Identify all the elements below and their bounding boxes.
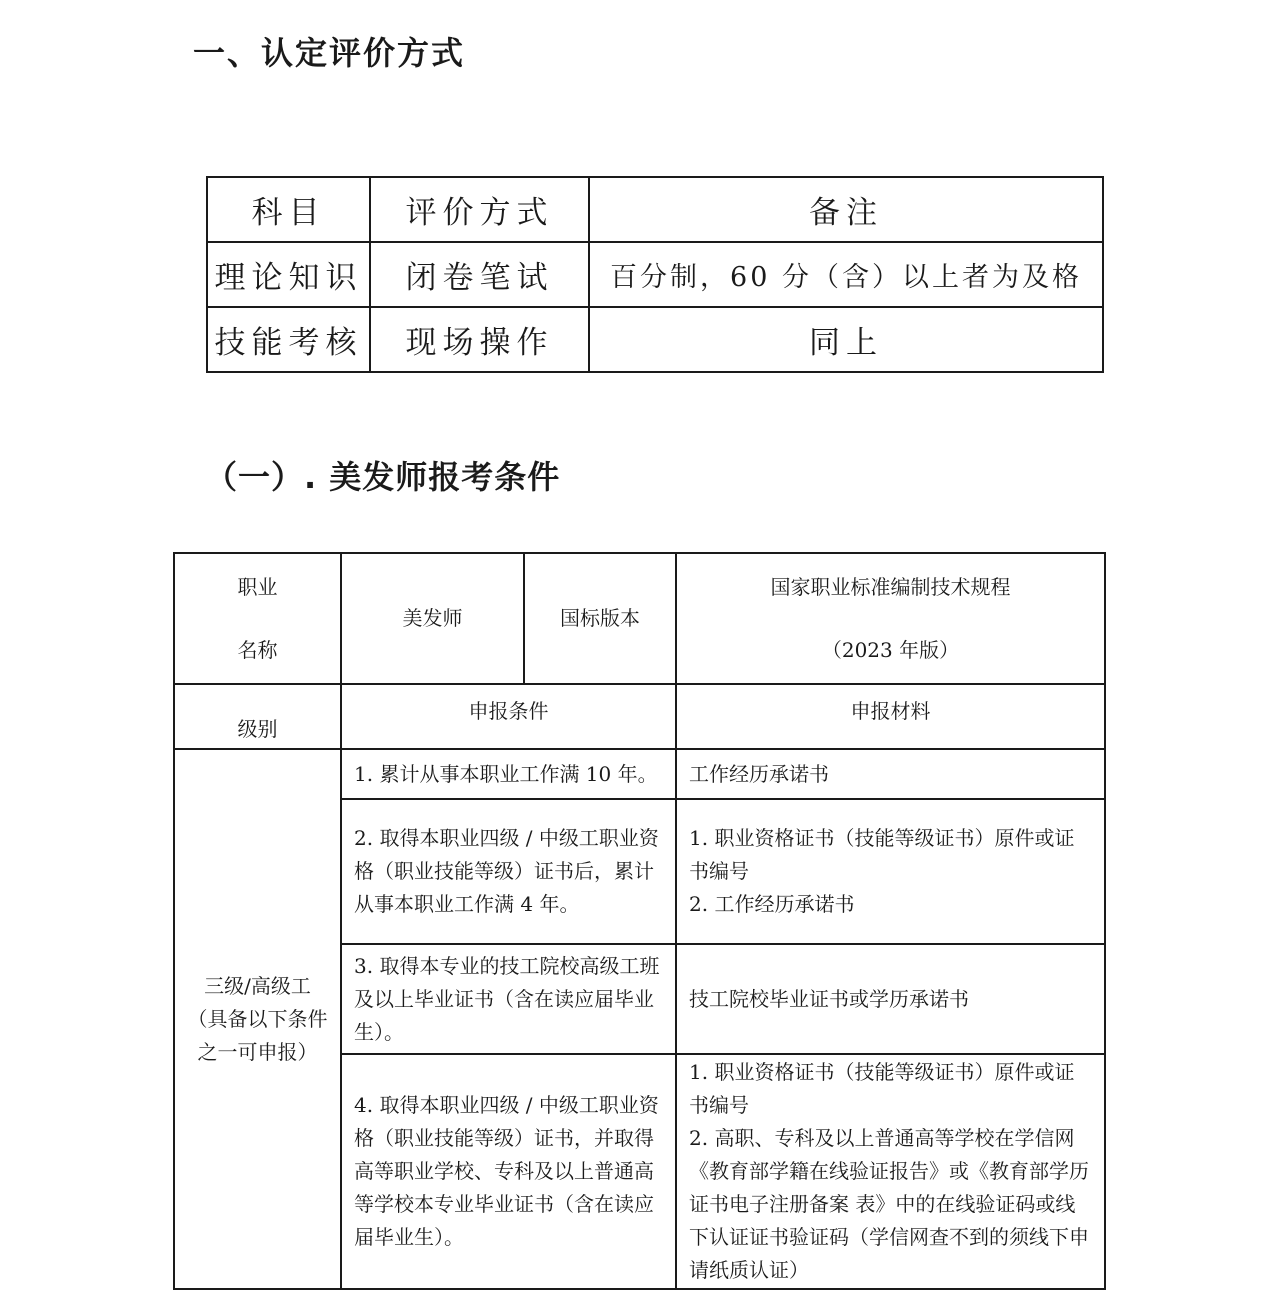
cell-subject: 理论知识 (207, 242, 370, 307)
profession-label-line1: 职业 (237, 574, 278, 599)
section-heading-evaluation: 一、认定评价方式 (193, 34, 466, 72)
header-method: 评价方式 (370, 177, 589, 242)
header-note: 备注 (589, 177, 1103, 242)
standard-year: （2023 年版） (821, 637, 960, 662)
material-item: 2. 工作经历承诺书 (689, 892, 855, 916)
materials-4 (676, 1054, 1105, 1289)
header-subject: 科目 (207, 177, 370, 242)
cell-method: 现场操作 (370, 307, 589, 372)
standard-name: 国家职业标准编制技术规程 (770, 574, 1011, 599)
material-item: 1. 职业资格证书（技能等级证书）原件或证书编号 (689, 826, 1075, 883)
evaluation-table (206, 176, 1104, 373)
material-item: 工作经历承诺书 (689, 761, 829, 786)
condition-1: 1. 累计从事本职业工作满 10 年。 (341, 749, 676, 799)
standard-cell (676, 553, 1105, 684)
condition-2: 2. 取得本职业四级 / 中级工职业资格（职业技能等级）证书后，累计从事本职业工作满 4 年。 (341, 799, 676, 944)
material-item: 技工院校毕业证书或学历承诺书 (689, 986, 969, 1011)
conditions-header: 申报条件 (341, 684, 676, 749)
profession-value: 美发师 (341, 553, 524, 684)
materials-2 (676, 799, 1105, 944)
profession-label-line2: 名称 (237, 637, 278, 662)
level-value: 三级/高级工（具备以下条件之一可申报） (174, 749, 341, 1289)
table-row (174, 749, 1105, 799)
profession-label-cell (174, 553, 341, 684)
cell-note: 百分制，60 分（含）以上者为及格 (589, 242, 1103, 307)
section-heading-requirements: （一）. 美发师报考条件 (205, 458, 561, 496)
application-requirements-table (173, 552, 1106, 1290)
table-header-row (207, 177, 1103, 242)
level-header: 级别 (174, 684, 341, 749)
materials-header: 申报材料 (676, 684, 1105, 749)
condition-4: 4. 取得本职业四级 / 中级工职业资格（职业技能等级）证书，并取得高等职业学校、专科及以上普通高等学校本专业毕业证书（含在读应届毕业生）。 (341, 1054, 676, 1289)
profession-row (174, 553, 1105, 684)
materials-1 (676, 749, 1105, 799)
cell-note: 同上 (589, 307, 1103, 372)
table-row (207, 307, 1103, 372)
cell-subject: 技能考核 (207, 307, 370, 372)
cell-method: 闭卷笔试 (370, 242, 589, 307)
materials-3 (676, 944, 1105, 1054)
standard-type: 国标版本 (524, 553, 676, 684)
condition-3: 3. 取得本专业的技工院校高级工班及以上毕业证书（含在读应届毕业生）。 (341, 944, 676, 1054)
table-row (207, 242, 1103, 307)
material-item: 2. 高职、专科及以上普通高等学校在学信网《教育部学籍在线验证报告》或《教育部学历证书电子注册备案 表》中的在线验证码或线下认证证书验证码（学信网查不到的须线下申请纸质认证） (689, 1126, 1089, 1282)
material-item: 1. 职业资格证书（技能等级证书）原件或证书编号 (689, 1060, 1075, 1117)
column-header-row (174, 684, 1105, 749)
